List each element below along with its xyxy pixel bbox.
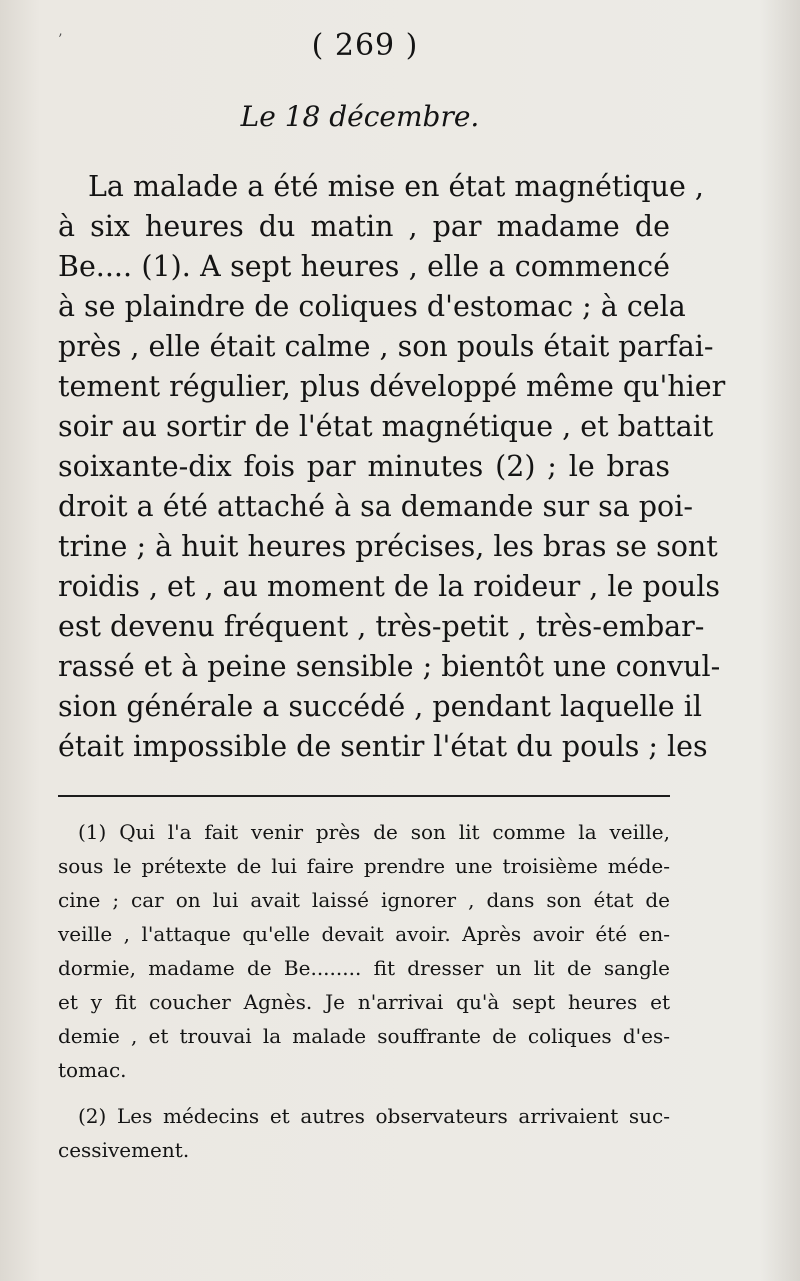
- footnote-2: [58, 1099, 670, 1167]
- footnote-line: cine ; car on lui avait laissé ignorer , dans son état de: [58, 888, 670, 912]
- body-line: soir au sortir de l'état magnétique , et battait: [58, 410, 714, 443]
- body-line: à six heures du matin , par madame de: [58, 210, 670, 243]
- footnote-line: cessivement.: [58, 1138, 190, 1162]
- page-number: ( 269 ): [311, 28, 419, 63]
- footnote-line: et y fit coucher Agnès. Je n'arrivai qu'à sept heures et: [58, 990, 670, 1014]
- body-line: droit a été attaché à sa demande sur sa poi-: [58, 490, 693, 523]
- footnote-line: tomac.: [58, 1058, 127, 1082]
- footnote-line: demie , et trouvai la malade souffrante de coliques d'es-: [58, 1024, 670, 1048]
- body-line: était impossible de sentir l'état du pouls ; les: [58, 730, 708, 763]
- footnote-separator: [58, 795, 670, 797]
- body-line: roidis , et , au moment de la roideur , le pouls: [58, 570, 720, 603]
- footnote-line: (1) Qui l'a fait venir près de son lit comme la veille,: [78, 820, 670, 844]
- footnote-1: [58, 815, 670, 1087]
- body-line: sion générale a succédé , pendant laquelle il: [58, 690, 702, 723]
- body-line: rassé et à peine sensible ; bientôt une convul-: [58, 650, 721, 683]
- corner-mark: ’: [58, 32, 63, 48]
- footnote-line: dormie, madame de Be........ fit dresser un lit de sangle: [58, 956, 670, 980]
- footnote-line: (2) Les médecins et autres observateurs arrivaient suc-: [78, 1104, 670, 1128]
- body-line: à se plaindre de coliques d'estomac ; à cela: [58, 290, 686, 323]
- section-heading: Le 18 décembre.: [240, 100, 480, 133]
- body-line: près , elle était calme , son pouls était parfai-: [58, 330, 714, 363]
- body-line: trine ; à huit heures précises, les bras se sont: [58, 530, 718, 563]
- footnote-line: veille , l'attaque qu'elle devait avoir. Après avoir été en-: [58, 922, 670, 946]
- body-line: est devenu fréquent , très-petit , très-embar-: [58, 610, 705, 643]
- body-line: La malade a été mise en état magnétique ,: [88, 170, 704, 203]
- body-line: Be.... (1). A sept heures , elle a commencé: [58, 250, 670, 283]
- footnotes: [58, 815, 670, 1167]
- body-line: soixante-dix fois par minutes (2) ; le bras: [58, 450, 670, 483]
- body-paragraph: [58, 167, 726, 767]
- body-line: tement régulier, plus développé même qu'hier: [58, 370, 726, 403]
- footnote-line: sous le prétexte de lui faire prendre une troisième méde-: [58, 854, 670, 878]
